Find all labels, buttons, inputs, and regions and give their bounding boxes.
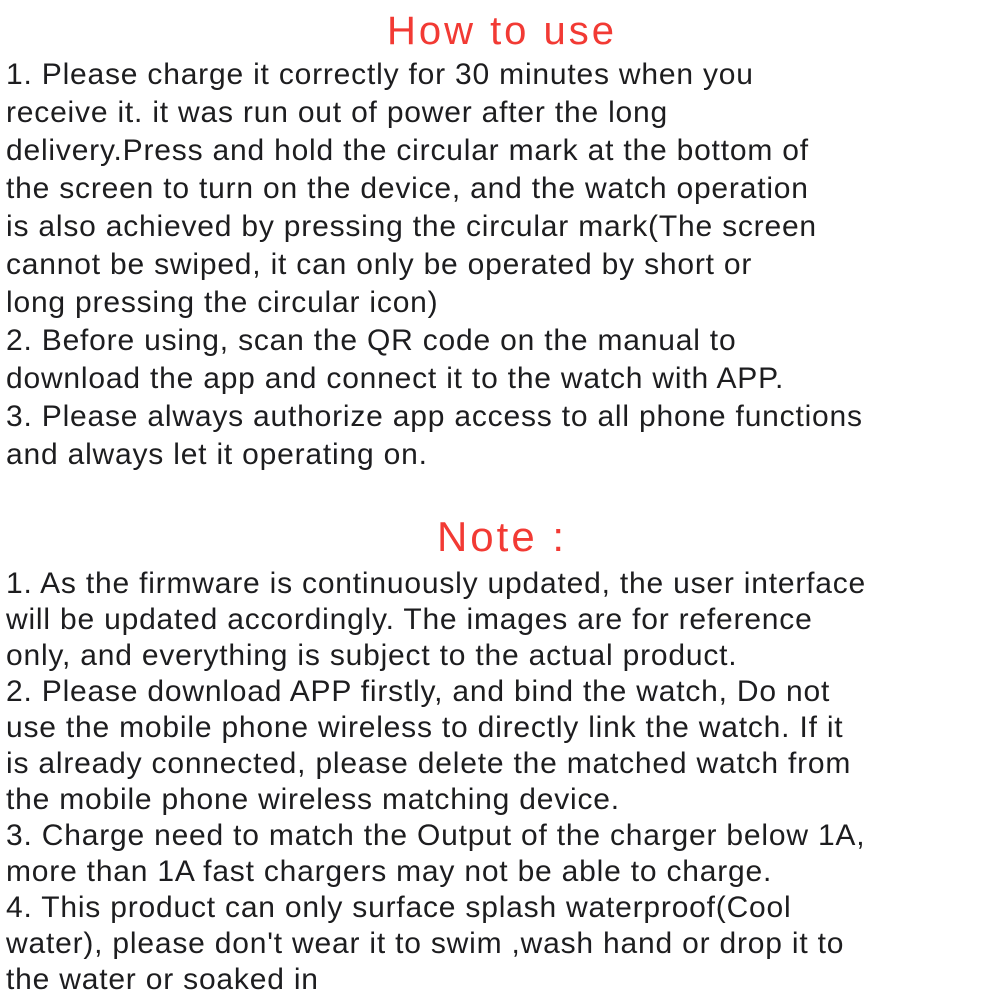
how-to-use-body [6, 56, 998, 474]
note-line: 2. Please download APP firstly, and bind the watch, Do not [6, 675, 831, 708]
instruction-line: long pressing the circular icon) [6, 286, 439, 319]
note-heading: Note : [436, 513, 568, 560]
instruction-line: is also achieved by pressing the circular mark(The screen [6, 210, 817, 243]
instruction-line: 3. Please always authorize app access to all phone functions [6, 400, 863, 433]
instruction-line: 1. Please charge it correctly for 30 minutes when you [6, 58, 754, 91]
section-note [6, 474, 998, 998]
note-line: water), please don't wear it to swim ,wash hand or drop it to [6, 927, 845, 960]
note-line: is already connected, please delete the matched watch from [6, 747, 852, 780]
instruction-line: receive it. it was run out of power after the long [6, 96, 668, 129]
note-line: 4. This product can only surface splash waterproof(Cool [6, 891, 792, 924]
instruction-line: and always let it operating on. [6, 438, 428, 471]
note-line: use the mobile phone wireless to directly link the watch. If it [6, 711, 844, 744]
how-to-use-heading: How to use [386, 9, 618, 53]
note-line: 3. Charge need to match the Output of the charger below 1A, [6, 819, 866, 852]
note-line: only, and everything is subject to the actual product. [6, 639, 738, 672]
note-line: more than 1A fast chargers may not be able to charge. [6, 855, 773, 888]
instruction-line: the screen to turn on the device, and the watch operation [6, 172, 809, 205]
note-body [6, 566, 998, 998]
instruction-line: delivery.Press and hold the circular mark at the bottom of [6, 134, 809, 167]
instruction-line: 2. Before using, scan the QR code on the manual to [6, 324, 737, 357]
note-line: the mobile phone wireless matching device. [6, 783, 620, 816]
note-line: will be updated accordingly. The images are for reference [6, 603, 813, 636]
note-line: the water or soaked in [6, 963, 319, 996]
instruction-line: download the app and connect it to the watch with APP. [6, 362, 785, 395]
note-line: 1. As the firmware is continuously updated, the user interface [6, 567, 867, 600]
section-how-to-use [6, 0, 998, 474]
instruction-line: cannot be swiped, it can only be operated by short or [6, 248, 753, 281]
